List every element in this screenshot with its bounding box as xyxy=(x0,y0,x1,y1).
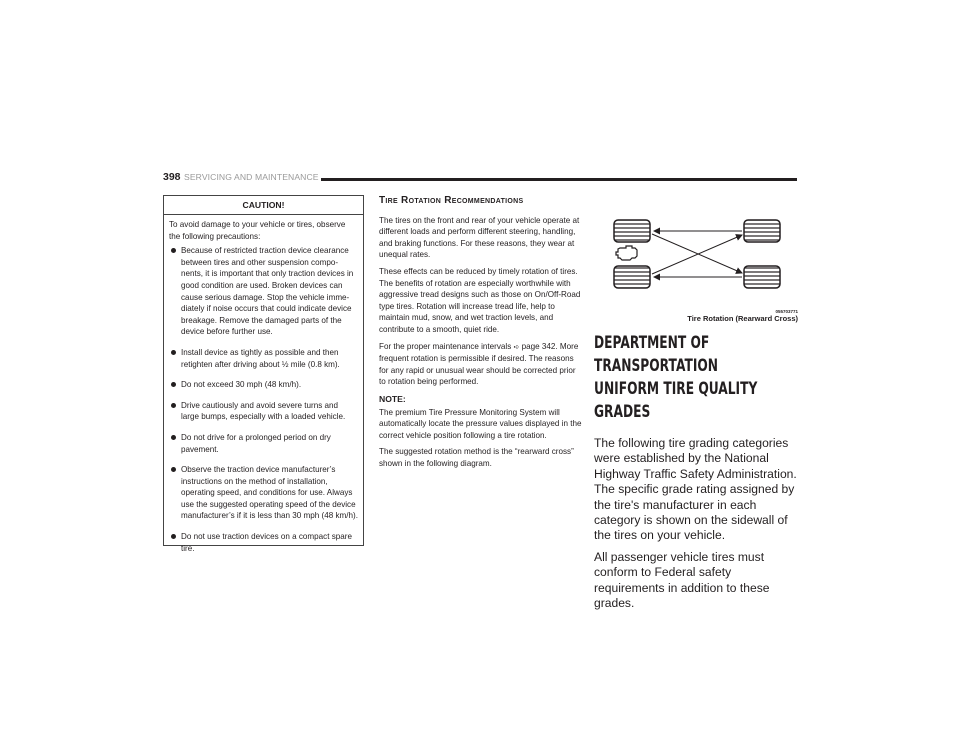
grades-para-1: The following tire grading categories were established by the National Highway Traffic Safety Administration. The specific grade rating assigned by the tire's manufacturer in each category is shown on the sidewall of the tires on your vehicle. xyxy=(594,436,797,543)
page-number: 398 xyxy=(163,171,181,183)
caution-item: Drive cautiously and avoid severe turns and large bumps, especially with a loaded vehicle. xyxy=(169,400,358,423)
bullet-icon xyxy=(171,382,176,387)
caution-title: CAUTION! xyxy=(164,196,363,215)
page-reference-icon: ➪ xyxy=(513,343,520,351)
figure-caption: Tire Rotation (Rearward Cross) xyxy=(687,314,798,323)
rotation-heading: Tire Rotation Recommendations xyxy=(379,195,524,206)
caution-item: Do not use traction devices on a compact spare tire. xyxy=(169,531,358,554)
tire-front-right xyxy=(744,220,780,242)
tire-rear-left xyxy=(614,266,650,288)
tire-rotation-diagram xyxy=(612,218,798,314)
figure-code: 055703771 xyxy=(775,309,798,314)
arrow-rear-left-to-front-right xyxy=(652,235,742,274)
section-title: SERVICING AND MAINTENANCE xyxy=(184,171,319,182)
tire-rear-right xyxy=(744,266,780,288)
bullet-icon xyxy=(171,467,176,472)
tire-grades-section xyxy=(594,332,800,617)
caution-item: Do not drive for a prolonged period on dry pavement. xyxy=(169,432,358,455)
caution-item: Because of restricted traction device clearance between tires and other suspension compo-nents, it is important that only traction devices in good condition are used. Broken devices can cause serious damage. Stop the vehicle imme-diately if noise occurs that could indicate device breakage. Remove the damaged parts of the device before further use. xyxy=(169,245,358,338)
page-reference-link[interactable]: page 342. More frequent rotation is permissible if desired. The reasons for any rapid or unusual wear should be corrected prior to rotation being performed. xyxy=(379,341,579,387)
bullet-icon xyxy=(171,248,176,253)
caution-item: Observe the traction device manufacturer’s instructions on the method of installation, operating speed, and conditions for use. Always use the suggested operating speed of the device manufacturer’s if it is less than 30 mph (48 km/h). xyxy=(169,464,358,522)
caution-box xyxy=(163,195,364,553)
rotation-svg xyxy=(612,218,798,314)
bullet-icon xyxy=(171,403,176,408)
bullet-icon xyxy=(171,534,176,539)
bullet-icon xyxy=(171,350,176,355)
rotation-para-1: The tires on the front and rear of your vehicle operate at different loads and perform different steering, handling, and braking functions. For these reasons, they wear at unequal rates. xyxy=(379,215,580,260)
caution-intro: To avoid damage to your vehicle or tires, observe the following precautions: xyxy=(169,220,346,241)
rotation-para-3: For the proper maintenance intervals ➪ page 342. More frequent rotation is permissible if desired. The reasons for any rapid or unusual wear should be corrected prior to rotation being performed. xyxy=(379,341,579,387)
header-rule xyxy=(321,178,797,181)
caution-list xyxy=(169,245,358,554)
arrow-front-left-to-rear-right xyxy=(652,234,742,273)
grades-para-2: All passenger vehicle tires must conform to Federal safety requirements in addition to these grades. xyxy=(594,549,770,611)
engine-icon xyxy=(616,246,637,260)
rotation-para-2: These effects can be reduced by timely rotation of tires. The benefits of rotation are especially worthwhile with aggressive tread designs such as those on On/Off-Road type tires. Rotation will increase tread life, help to maintain mud, snow, and wet traction levels, and contribute to a smooth, quiet ride. xyxy=(379,266,581,334)
page-header xyxy=(163,171,797,185)
bullet-icon xyxy=(171,435,176,440)
note-label: NOTE: xyxy=(379,393,406,404)
rotation-section xyxy=(379,195,582,474)
rotation-para-4: The suggested rotation method is the “rearward cross” shown in the following diagram. xyxy=(379,447,574,468)
caution-item: Install device as tightly as possible and then retighten after driving about ½ mile (0.8 km). xyxy=(169,347,358,370)
caution-item: Do not exceed 30 mph (48 km/h). xyxy=(169,379,358,391)
tire-front-left xyxy=(614,220,650,242)
note-text: The premium Tire Pressure Monitoring System will automatically locate the pressure values displayed in the correct vehicle position following a tire rotation. xyxy=(379,407,582,440)
grades-heading: DEPARTMENT OF TRANSPORTATION UNIFORM TIRE QUALITY GRADES xyxy=(594,333,758,422)
